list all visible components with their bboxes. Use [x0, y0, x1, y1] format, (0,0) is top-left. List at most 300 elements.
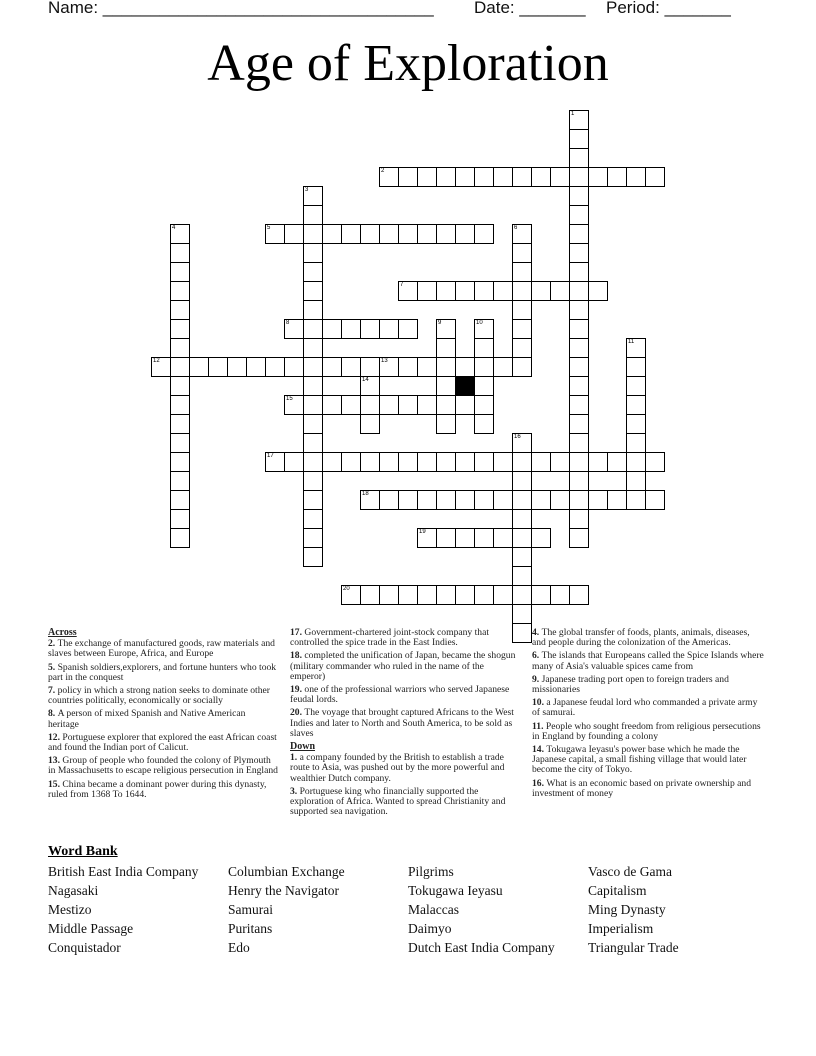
grid-cell[interactable] [455, 357, 475, 377]
clue-text: People who sought freedom from religious persecutions in England by founding a colony [532, 720, 761, 742]
grid-cell[interactable] [379, 167, 399, 187]
grid-cell[interactable] [303, 490, 323, 510]
clue-number: 13 [381, 358, 388, 364]
grid-cell[interactable] [474, 414, 494, 434]
grid-cell[interactable] [550, 452, 570, 472]
grid-cell[interactable] [569, 338, 589, 358]
grid-cell[interactable] [436, 281, 456, 301]
grid-cell[interactable] [569, 471, 589, 491]
grid-cell[interactable] [569, 319, 589, 339]
grid-cell[interactable] [607, 452, 627, 472]
grid-cell[interactable] [607, 490, 627, 510]
grid-cell[interactable] [569, 281, 589, 301]
clue-number: 15. [48, 778, 63, 790]
clue-item [48, 709, 278, 729]
grid-cell[interactable] [474, 395, 494, 415]
word-bank-item: Edo [228, 940, 250, 955]
clue-text: Portuguese king who financially supported the exploration of Africa. Wanted to spread Christianity and supported sea navigation. [290, 785, 506, 818]
grid-cell[interactable] [474, 319, 494, 339]
grid-cell[interactable] [455, 281, 475, 301]
grid-cell[interactable] [284, 395, 304, 415]
clue-number: 19. [290, 684, 305, 696]
grid-cell[interactable] [398, 357, 418, 377]
grid-cell[interactable] [531, 452, 551, 472]
grid-cell[interactable] [303, 281, 323, 301]
clue-number: 11 [628, 339, 635, 345]
grid-cell[interactable] [398, 395, 418, 415]
grid-cell[interactable] [436, 452, 456, 472]
grid-cell[interactable] [360, 376, 380, 396]
grid-cell[interactable] [531, 528, 551, 548]
grid-cell[interactable] [569, 395, 589, 415]
across-clues-column [48, 628, 278, 803]
grid-cell[interactable] [360, 395, 380, 415]
grid-cell[interactable] [417, 585, 437, 605]
grid-cell[interactable] [170, 471, 190, 491]
grid-cell[interactable] [360, 319, 380, 339]
grid-cell[interactable] [569, 490, 589, 510]
grid-cell[interactable] [151, 357, 171, 377]
grid-cell[interactable] [417, 167, 437, 187]
grid-cell[interactable] [303, 452, 323, 472]
grid-cell[interactable] [607, 167, 627, 187]
grid-cell[interactable] [322, 224, 342, 244]
grid-cell[interactable] [303, 319, 323, 339]
grid-cell[interactable] [531, 167, 551, 187]
grid-cell[interactable] [417, 281, 437, 301]
grid-cell[interactable] [569, 509, 589, 529]
grid-cell[interactable] [303, 414, 323, 434]
clue-text: a Japanese feudal lord who commanded a private army of samurai. [532, 697, 758, 719]
grid-cell[interactable] [569, 262, 589, 282]
grid-cell[interactable] [436, 224, 456, 244]
clue-item [48, 756, 278, 776]
clue-text: one of the professional warriors who served Japanese feudal lords. [290, 684, 510, 706]
grid-cell[interactable] [626, 338, 646, 358]
grid-cell[interactable] [322, 319, 342, 339]
grid-cell[interactable] [170, 319, 190, 339]
grid-cell[interactable] [474, 357, 494, 377]
word-bank-item: Malaccas [408, 902, 459, 917]
clue-item [48, 780, 278, 800]
grid-cell[interactable] [626, 376, 646, 396]
grid-cell[interactable] [303, 205, 323, 225]
clue-item [290, 708, 520, 739]
word-bank-item: Conquistador [48, 940, 121, 955]
grid-cell[interactable] [398, 452, 418, 472]
grid-cell[interactable] [170, 281, 190, 301]
clue-text: policy in which a strong nation seeks to dominate other countries politically, economically or socially [48, 685, 270, 707]
grid-cell[interactable] [265, 452, 285, 472]
grid-cell[interactable] [455, 452, 475, 472]
grid-cell[interactable] [303, 547, 323, 567]
clue-text: Group of people who founded the colony of Plymouth in Massachusetts to escape religious persecution in England [48, 755, 278, 777]
grid-cell[interactable] [170, 490, 190, 510]
clue-number: 2 [381, 168, 385, 174]
clue-text: a company founded by the British to establish a trade route to Asia, was pushed out by the more powerful and wealthier Dutch company. [290, 752, 505, 784]
clue-text: The exchange of manufactured goods, raw materials and slaves between Europe, Africa, and Europe [48, 638, 275, 660]
grid-cell[interactable] [303, 262, 323, 282]
grid-cell[interactable] [170, 262, 190, 282]
grid-cell[interactable] [474, 281, 494, 301]
grid-cell[interactable] [455, 490, 475, 510]
grid-cell[interactable] [170, 357, 190, 377]
grid-cell[interactable] [303, 300, 323, 320]
grid-cell[interactable] [474, 224, 494, 244]
grid-cell[interactable] [303, 186, 323, 206]
grid-cell[interactable] [436, 490, 456, 510]
grid-cell[interactable] [436, 357, 456, 377]
grid-cell[interactable] [398, 490, 418, 510]
grid-cell[interactable] [360, 585, 380, 605]
grid-cell[interactable] [341, 319, 361, 339]
grid-cell[interactable] [569, 129, 589, 149]
clue-number: 15 [286, 396, 293, 402]
grid-cell[interactable] [512, 490, 532, 510]
grid-cell[interactable] [455, 224, 475, 244]
grid-cell[interactable] [436, 528, 456, 548]
clue-item [290, 628, 520, 648]
clue-number: 14 [362, 377, 369, 383]
date-field[interactable]: Date: _______ [474, 0, 586, 17]
grid-cell[interactable] [398, 224, 418, 244]
grid-cell[interactable] [360, 414, 380, 434]
clue-number: 4 [172, 225, 176, 231]
word-bank-title: Word Bank [48, 844, 118, 859]
grid-cell[interactable] [170, 243, 190, 263]
grid-cell[interactable] [303, 357, 323, 377]
clue-item [532, 779, 764, 799]
grid-cell[interactable] [341, 224, 361, 244]
grid-cell[interactable] [512, 585, 532, 605]
clue-item [290, 787, 520, 818]
clue-number: 8. [48, 708, 58, 720]
grid-cell[interactable] [512, 338, 532, 358]
grid-cell[interactable] [588, 167, 608, 187]
word-bank-column [408, 862, 555, 957]
grid-cell[interactable] [512, 300, 532, 320]
grid-cell[interactable] [512, 224, 532, 244]
grid-cell[interactable] [360, 224, 380, 244]
grid-cell[interactable] [569, 452, 589, 472]
grid-cell[interactable] [303, 509, 323, 529]
grid-cell[interactable] [569, 224, 589, 244]
clue-item [48, 663, 278, 683]
clue-item [532, 651, 764, 671]
grid-cell[interactable] [550, 585, 570, 605]
grid-cell[interactable] [398, 281, 418, 301]
grid-cell[interactable] [360, 452, 380, 472]
grid-cell[interactable] [569, 205, 589, 225]
grid-cell[interactable] [512, 243, 532, 263]
grid-cell[interactable] [284, 452, 304, 472]
grid-cell[interactable] [170, 509, 190, 529]
period-field[interactable]: Period: _______ [606, 0, 731, 17]
clue-number: 6. [532, 650, 542, 662]
grid-cell[interactable] [379, 490, 399, 510]
clue-number: 8 [286, 320, 290, 326]
grid-cell[interactable] [493, 585, 513, 605]
clue-item [532, 675, 764, 695]
grid-cell[interactable] [417, 357, 437, 377]
grid-cell[interactable] [170, 300, 190, 320]
grid-cell[interactable] [531, 281, 551, 301]
clue-item [532, 745, 764, 776]
grid-cell[interactable] [360, 490, 380, 510]
grid-cell[interactable] [493, 452, 513, 472]
clue-number: 12. [48, 731, 63, 743]
grid-cell[interactable] [379, 452, 399, 472]
grid-cell[interactable] [379, 395, 399, 415]
grid-cell[interactable] [474, 585, 494, 605]
grid-cell[interactable] [569, 243, 589, 263]
grid-cell[interactable] [569, 186, 589, 206]
grid-cell[interactable] [569, 357, 589, 377]
grid-cell[interactable] [284, 224, 304, 244]
word-bank-item: Samurai [228, 902, 273, 917]
grid-cell[interactable] [512, 319, 532, 339]
grid-cell[interactable] [436, 395, 456, 415]
grid-cell[interactable] [474, 376, 494, 396]
grid-cell[interactable] [246, 357, 266, 377]
clue-text: Japanese trading port open to foreign traders and missionaries [532, 673, 729, 696]
blocked-cell [455, 376, 475, 396]
clue-number: 9 [438, 320, 442, 326]
grid-cell[interactable] [227, 357, 247, 377]
clue-item [290, 753, 520, 784]
grid-cell[interactable] [588, 281, 608, 301]
clue-number: 5 [267, 225, 271, 231]
grid-cell[interactable] [569, 167, 589, 187]
word-bank-item: Nagasaki [48, 883, 99, 898]
grid-cell[interactable] [341, 357, 361, 377]
grid-cell[interactable] [626, 433, 646, 453]
word-bank-item: Dutch East India Company [408, 940, 555, 955]
grid-cell[interactable] [303, 243, 323, 263]
grid-cell[interactable] [303, 338, 323, 358]
clue-text: Government-chartered joint-stock company that controlled the spice trade in the East Indies. [290, 627, 490, 649]
grid-cell[interactable] [417, 224, 437, 244]
grid-cell[interactable] [436, 585, 456, 605]
grid-cell[interactable] [550, 281, 570, 301]
grid-cell[interactable] [493, 357, 513, 377]
grid-cell[interactable] [512, 433, 532, 453]
grid-cell[interactable] [284, 319, 304, 339]
clue-number: 3. [290, 785, 300, 797]
grid-cell[interactable] [417, 528, 437, 548]
grid-cell[interactable] [474, 338, 494, 358]
grid-cell[interactable] [170, 338, 190, 358]
word-bank-item: Pilgrims [408, 864, 454, 879]
word-bank-item: British East India Company [48, 864, 199, 879]
grid-cell[interactable] [303, 395, 323, 415]
word-bank-column [228, 862, 345, 957]
grid-cell[interactable] [512, 281, 532, 301]
word-bank-item: Capitalism [588, 883, 647, 898]
grid-cell[interactable] [512, 509, 532, 529]
grid-cell[interactable] [189, 357, 209, 377]
grid-cell[interactable] [265, 224, 285, 244]
clue-item [48, 639, 278, 659]
clue-text: What is an economic based on private ownership and investment of money [532, 777, 751, 799]
clue-number: 1. [290, 752, 300, 764]
grid-cell[interactable] [170, 452, 190, 472]
grid-cell[interactable] [626, 357, 646, 377]
name-field[interactable]: Name: ___________________________________ [48, 0, 434, 17]
grid-cell[interactable] [493, 167, 513, 187]
clue-number: 20 [343, 586, 350, 592]
clue-number: 17 [267, 453, 274, 459]
grid-cell[interactable] [303, 528, 323, 548]
grid-cell[interactable] [626, 414, 646, 434]
grid-cell[interactable] [417, 452, 437, 472]
grid-cell[interactable] [512, 471, 532, 491]
grid-cell[interactable] [436, 319, 456, 339]
clue-number: 10. [532, 697, 547, 709]
grid-cell[interactable] [493, 281, 513, 301]
grid-cell[interactable] [645, 167, 665, 187]
grid-cell[interactable] [550, 167, 570, 187]
grid-cell[interactable] [493, 490, 513, 510]
grid-cell[interactable] [170, 376, 190, 396]
grid-cell[interactable] [322, 452, 342, 472]
grid-cell[interactable] [379, 357, 399, 377]
clue-number: 13. [48, 755, 63, 767]
grid-cell[interactable] [569, 148, 589, 168]
grid-cell[interactable] [303, 471, 323, 491]
clue-text: Tokugawa Ieyasu's power base which he made the Japanese capital, a small fishing village that would later become the city of Tokyo. [532, 744, 747, 776]
grid-cell[interactable] [322, 395, 342, 415]
grid-cell[interactable] [455, 167, 475, 187]
clue-number: 9. [532, 673, 542, 685]
grid-cell[interactable] [512, 452, 532, 472]
clue-number: 18. [290, 650, 305, 662]
word-bank-column [48, 862, 198, 957]
word-bank-item: Mestizo [48, 902, 92, 917]
grid-cell[interactable] [303, 376, 323, 396]
word-bank-item: Daimyo [408, 921, 452, 936]
grid-cell[interactable] [569, 433, 589, 453]
grid-cell[interactable] [455, 528, 475, 548]
grid-cell[interactable] [474, 490, 494, 510]
grid-cell[interactable] [303, 433, 323, 453]
grid-cell[interactable] [170, 224, 190, 244]
grid-cell[interactable] [512, 167, 532, 187]
grid-cell[interactable] [360, 357, 380, 377]
clue-number: 19 [419, 529, 426, 535]
grid-cell[interactable] [398, 319, 418, 339]
grid-cell[interactable] [208, 357, 228, 377]
grid-cell[interactable] [398, 167, 418, 187]
across-heading: Across [48, 627, 77, 638]
grid-cell[interactable] [379, 319, 399, 339]
grid-cell[interactable] [626, 490, 646, 510]
grid-cell[interactable] [569, 300, 589, 320]
clue-text: Portuguese explorer that explored the east African coast and found the Indian port of Calicut. [48, 731, 277, 754]
clue-text: Spanish soldiers,explorers, and fortune hunters who took part in the conquest [48, 661, 277, 683]
grid-cell[interactable] [626, 452, 646, 472]
grid-cell[interactable] [303, 224, 323, 244]
grid-cell[interactable] [588, 490, 608, 510]
grid-cell[interactable] [626, 167, 646, 187]
grid-cell[interactable] [322, 357, 342, 377]
clue-number: 12 [153, 358, 160, 364]
grid-cell[interactable] [569, 110, 589, 130]
grid-cell[interactable] [474, 452, 494, 472]
grid-cell[interactable] [436, 338, 456, 358]
grid-cell[interactable] [645, 452, 665, 472]
grid-cell[interactable] [531, 490, 551, 510]
down-heading: Down [290, 741, 316, 753]
grid-cell[interactable] [512, 528, 532, 548]
grid-cell[interactable] [588, 452, 608, 472]
clue-number: 5. [48, 661, 58, 673]
grid-cell[interactable] [379, 585, 399, 605]
clue-item [532, 722, 764, 742]
word-bank-item: Ming Dynasty [588, 902, 666, 917]
grid-cell[interactable] [170, 433, 190, 453]
clue-text: The voyage that brought captured Africans to the West Indies and later to North and South America, to be sold as slaves [290, 707, 514, 739]
grid-cell[interactable] [569, 528, 589, 548]
grid-cell[interactable] [550, 490, 570, 510]
grid-cell[interactable] [645, 490, 665, 510]
clue-number: 18 [362, 491, 369, 497]
grid-cell[interactable] [455, 395, 475, 415]
word-bank-item: Puritans [228, 921, 273, 936]
grid-cell[interactable] [170, 414, 190, 434]
word-bank-item: Middle Passage [48, 921, 134, 936]
clue-number: 7. [48, 685, 58, 697]
grid-cell[interactable] [474, 528, 494, 548]
grid-cell[interactable] [417, 395, 437, 415]
word-bank-item: Vasco de Gama [588, 864, 672, 879]
grid-cell[interactable] [569, 585, 589, 605]
grid-cell[interactable] [170, 395, 190, 415]
grid-cell[interactable] [493, 528, 513, 548]
grid-cell[interactable] [569, 414, 589, 434]
grid-cell[interactable] [341, 395, 361, 415]
grid-cell[interactable] [341, 452, 361, 472]
grid-cell[interactable] [512, 262, 532, 282]
grid-cell[interactable] [626, 395, 646, 415]
grid-cell[interactable] [436, 376, 456, 396]
grid-cell[interactable] [626, 471, 646, 491]
clue-number: 1 [571, 111, 575, 117]
grid-cell[interactable] [170, 528, 190, 548]
grid-cell[interactable] [474, 167, 494, 187]
clue-number: 11. [532, 720, 546, 732]
grid-cell[interactable] [417, 490, 437, 510]
grid-cell[interactable] [512, 547, 532, 567]
grid-cell[interactable] [512, 566, 532, 586]
grid-cell[interactable] [569, 376, 589, 396]
grid-cell[interactable] [398, 585, 418, 605]
grid-cell[interactable] [265, 357, 285, 377]
grid-cell[interactable] [341, 585, 361, 605]
grid-cell[interactable] [436, 414, 456, 434]
grid-cell[interactable] [455, 585, 475, 605]
grid-cell[interactable] [512, 604, 532, 624]
grid-cell[interactable] [284, 357, 304, 377]
word-bank-item: Henry the Navigator [228, 883, 339, 898]
word-bank-item: Imperialism [588, 921, 654, 936]
grid-cell[interactable] [379, 224, 399, 244]
grid-cell[interactable] [512, 357, 532, 377]
grid-cell[interactable] [436, 167, 456, 187]
clues-column-middle [290, 628, 520, 820]
grid-cell[interactable] [531, 585, 551, 605]
clue-number: 17. [290, 627, 305, 638]
